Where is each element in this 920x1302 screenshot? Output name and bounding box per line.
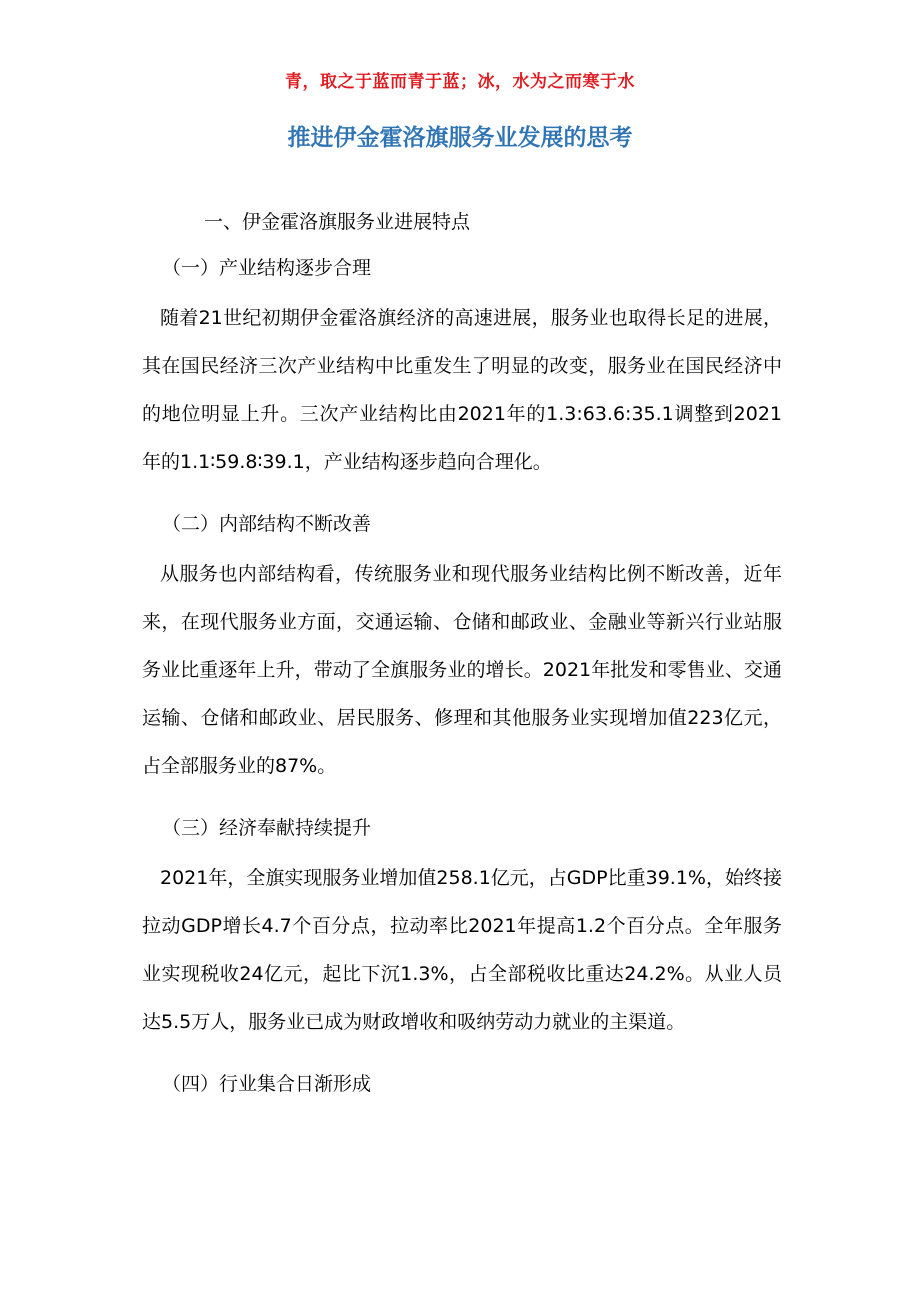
section-heading: 一、伊金霍洛旗服务业进展特点 <box>204 211 471 233</box>
document-title: 推进伊金霍洛旗服务业发展的思考 <box>287 125 633 151</box>
subsection-heading-4: （四）行业集合日渐形成 <box>162 1073 372 1095</box>
subsection-heading-2: （二）内部结构不断改善 <box>162 513 372 535</box>
document-body <box>142 202 782 1110</box>
subsection-heading-1: （一）产业结构逐步合理 <box>162 257 372 279</box>
subsection-paragraph-1: 随着21世纪初期伊金霍洛旗经济的高速进展，服务业也取得长足的进展，其在国民经济三次产业结构中比重发生了明显的改变，服务业在国民经济中的地位明显上升。三次产业结构比由2021年的1.3:63.6:35.1调整到2021年的1.1∶59.8∶39.1，产业结构逐步趋向合理化。 <box>142 307 782 473</box>
subsection-paragraph-3: 2021年，全旗实现服务业增加值258.1亿元，占GDP比重39.1%，始终接拉动GDP增长4.7个百分点，拉动率比2021年提高1.2个百分点。全年服务业实现税收24亿元，起比下沉1.3%，占全部税收比重达24.2%。从业人员达5.5万人，服务业已成为财政增收和吸纳劳动力就业的主渠道。 <box>142 867 782 1033</box>
motto-line: 青，取之于蓝而青于蓝；冰，水为之而寒于水 <box>285 72 635 92</box>
subsection-paragraph-2: 从服务也内部结构看，传统服务业和现代服务业结构比例不断改善，近年来，在现代服务业方面，交通运输、仓储和邮政业、金融业等新兴行业站服务业比重逐年上升，带动了全旗服务业的增长。2021年批发和零售业、交通运输、仓储和邮政业、居民服务、修理和其他服务业实现增加值223亿元，占全部服务业的87%。 <box>142 563 782 777</box>
subsection-heading-3: （三）经济奉献持续提升 <box>162 817 372 839</box>
